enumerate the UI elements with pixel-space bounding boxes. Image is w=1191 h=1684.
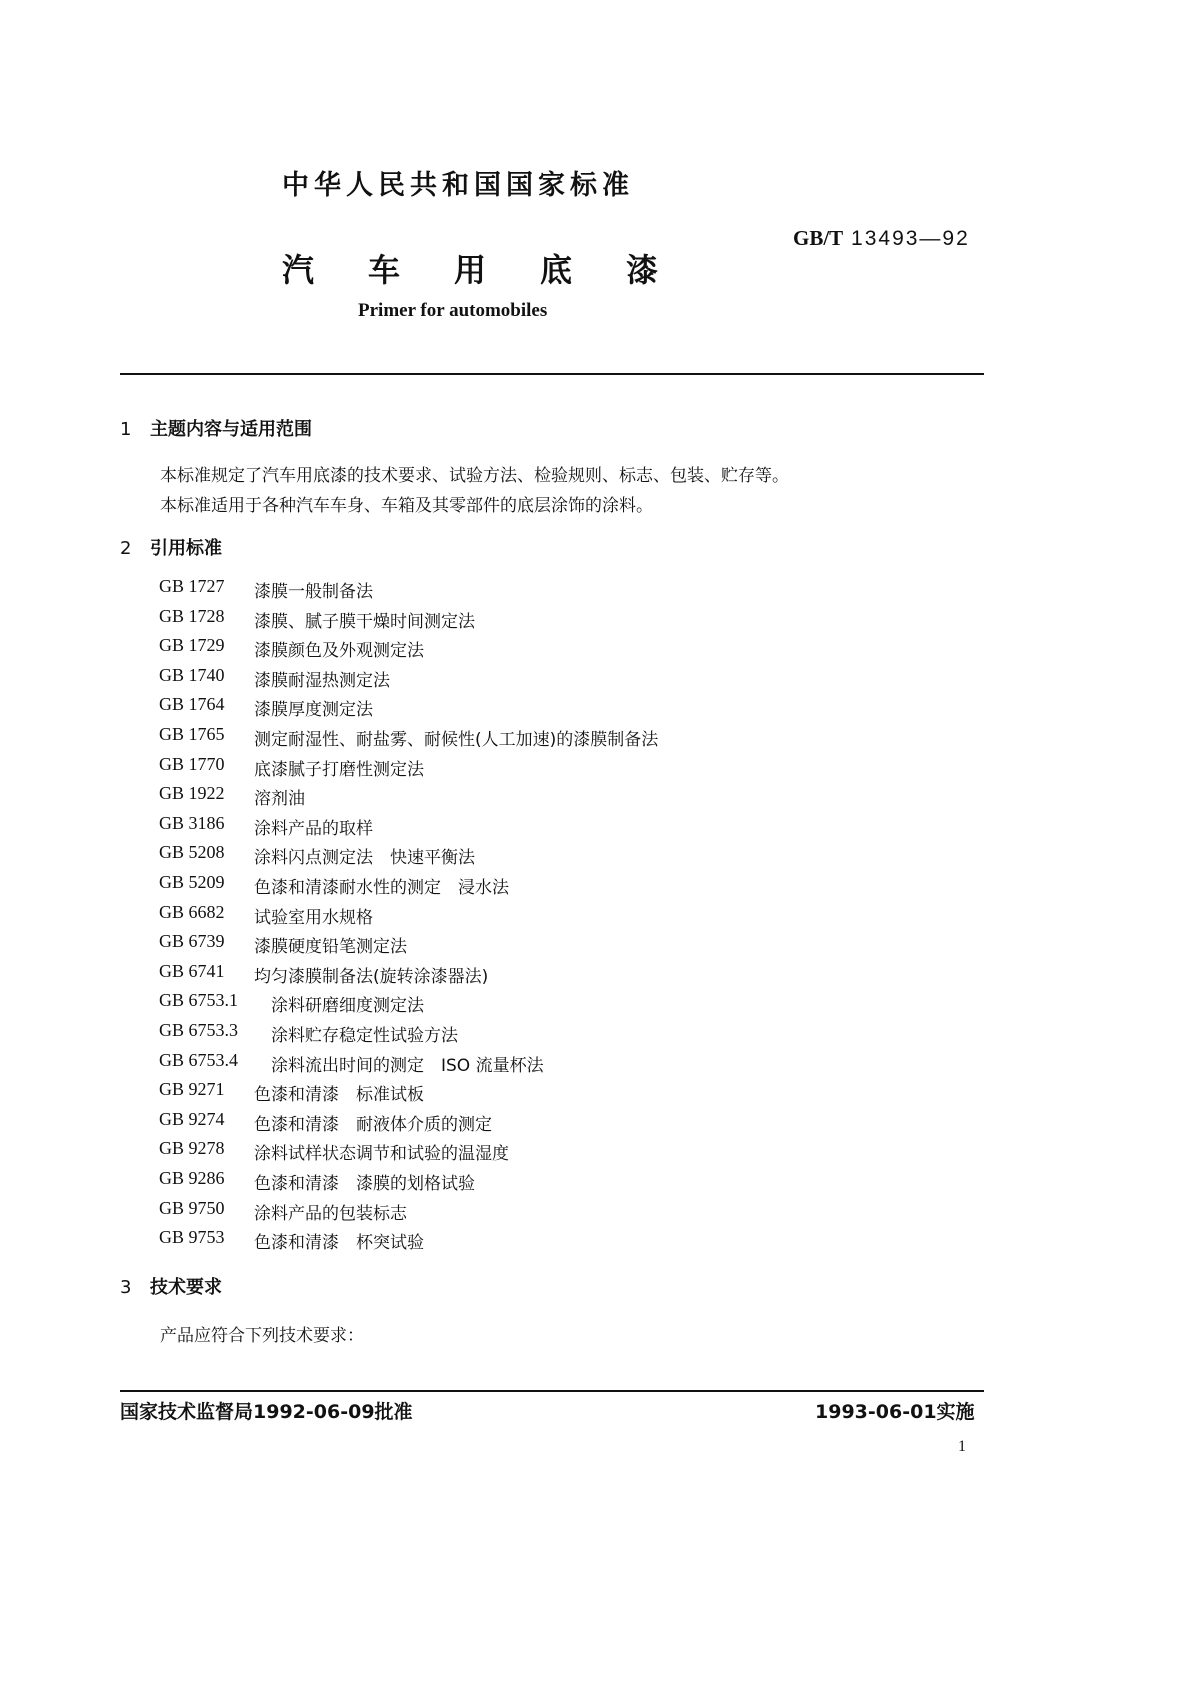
- reference-code: GB 5208: [159, 842, 225, 862]
- reference-code: GB 9271: [159, 1079, 225, 1099]
- reference-title: 色漆和清漆耐水性的测定 浸水法: [254, 878, 509, 898]
- section-2-heading: [120, 534, 222, 560]
- reference-title: 漆膜硬度铅笔测定法: [254, 937, 407, 957]
- reference-code: GB 6682: [159, 902, 225, 922]
- section-title: 技术要求: [150, 1277, 222, 1298]
- reference-title: 色漆和清漆 杯突试验: [254, 1233, 424, 1253]
- section-1-paragraph: 本标准适用于各种汽车车身、车箱及其零部件的底层涂饰的涂料。: [160, 496, 653, 516]
- standard-code: 13493—92: [851, 227, 970, 250]
- reference-code: GB 1728: [159, 606, 225, 626]
- reference-code: GB 1729: [159, 635, 225, 655]
- effective-date: 1993-06-01实施: [815, 1401, 975, 1423]
- document-title-cn: 汽车用底漆: [282, 251, 713, 289]
- reference-title: 涂料试样状态调节和试验的温湿度: [254, 1144, 509, 1164]
- reference-code: GB 6753.4: [159, 1050, 239, 1070]
- section-number: 3: [120, 1277, 132, 1298]
- section-1-paragraph: 本标准规定了汽车用底漆的技术要求、试验方法、检验规则、标志、包装、贮存等。: [160, 466, 789, 486]
- reference-code: GB 3186: [159, 813, 225, 833]
- reference-code: GB 1922: [159, 783, 225, 803]
- reference-code: GB 9286: [159, 1168, 225, 1188]
- reference-title: 涂料流出时间的测定 ISO 流量杯法: [271, 1056, 544, 1076]
- reference-title: 均匀漆膜制备法(旋转涂漆器法): [254, 967, 489, 987]
- reference-title: 涂料产品的包装标志: [254, 1204, 407, 1224]
- document-title-en: Primer for automobiles: [358, 300, 548, 321]
- reference-code: GB 9278: [159, 1138, 225, 1158]
- reference-title: 涂料研磨细度测定法: [271, 996, 424, 1016]
- reference-title: 漆膜厚度测定法: [254, 700, 373, 720]
- reference-code: GB 1727: [159, 576, 225, 596]
- reference-code: GB 1770: [159, 754, 225, 774]
- reference-code: GB 5209: [159, 872, 225, 892]
- issuing-body: 中华人民共和国国家标准: [282, 170, 634, 201]
- reference-title: 底漆腻子打磨性测定法: [254, 760, 424, 780]
- section-title: 主题内容与适用范围: [150, 419, 312, 440]
- reference-code: GB 1765: [159, 724, 225, 744]
- reference-code: GB 1740: [159, 665, 225, 685]
- section-title: 引用标准: [150, 538, 222, 559]
- footer-divider: [120, 1390, 984, 1392]
- section-number: 2: [120, 538, 132, 559]
- reference-title: 色漆和清漆 标准试板: [254, 1085, 424, 1105]
- section-1-heading: [120, 415, 312, 441]
- approval-date: 国家技术监督局1992-06-09批准: [120, 1401, 413, 1423]
- reference-code: GB 9753: [159, 1227, 225, 1247]
- reference-title: 色漆和清漆 漆膜的划格试验: [254, 1174, 475, 1194]
- reference-code: GB 9750: [159, 1198, 225, 1218]
- standard-prefix: GB/T: [793, 226, 844, 250]
- reference-title: 漆膜颜色及外观测定法: [254, 641, 424, 661]
- header-divider: [120, 373, 984, 375]
- standard-number: [793, 226, 970, 251]
- reference-title: 试验室用水规格: [254, 908, 373, 928]
- reference-title: 涂料贮存稳定性试验方法: [271, 1026, 458, 1046]
- reference-code: GB 6739: [159, 931, 225, 951]
- reference-title: 漆膜耐湿热测定法: [254, 671, 390, 691]
- reference-code: GB 1764: [159, 694, 225, 714]
- reference-code: GB 6753.3: [159, 1020, 239, 1040]
- reference-title: 测定耐湿性、耐盐雾、耐候性(人工加速)的漆膜制备法: [254, 730, 659, 750]
- reference-title: 溶剂油: [254, 789, 305, 809]
- reference-code: GB 6753.1: [159, 990, 239, 1010]
- reference-title: 涂料闪点测定法 快速平衡法: [254, 848, 475, 868]
- section-3-paragraph: 产品应符合下列技术要求：: [160, 1326, 364, 1346]
- reference-title: 色漆和清漆 耐液体介质的测定: [254, 1115, 492, 1135]
- section-3-heading: [120, 1273, 222, 1299]
- reference-title: 漆膜一般制备法: [254, 582, 373, 602]
- page-number: 1: [958, 1438, 966, 1455]
- reference-code: GB 9274: [159, 1109, 225, 1129]
- reference-code: GB 6741: [159, 961, 225, 981]
- section-number: 1: [120, 419, 132, 440]
- reference-title: 漆膜、腻子膜干燥时间测定法: [254, 612, 475, 632]
- reference-title: 涂料产品的取样: [254, 819, 373, 839]
